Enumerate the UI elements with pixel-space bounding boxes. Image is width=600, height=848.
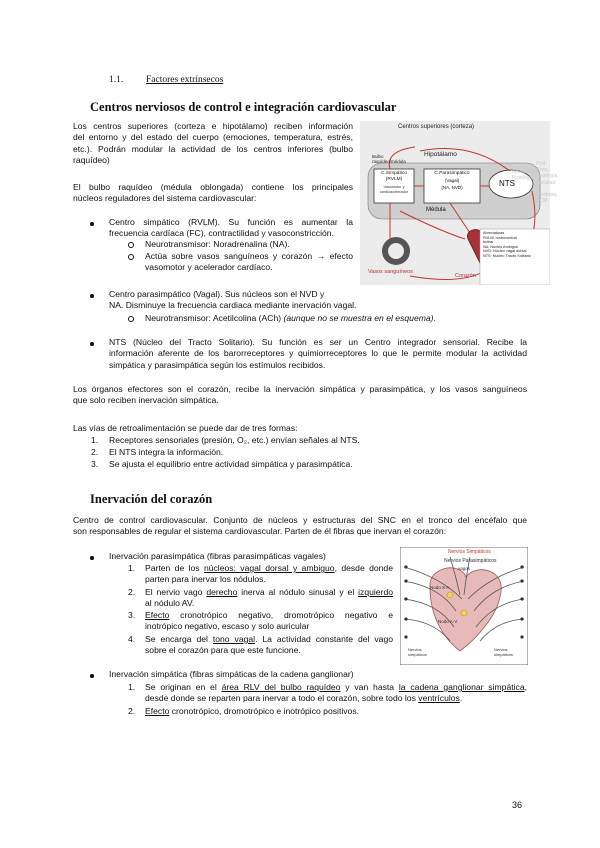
text-line: Los centros superiores (corteza e hipotálamo) reciben información [73,121,353,131]
bullet-icon [90,556,94,560]
text-span: El nervio vago [145,587,207,597]
text-line [145,610,393,621]
text-line: raquídeo) [73,155,110,166]
text-span: cronotrópico negativo, dromotrópico negativo e [169,610,393,620]
heading-inervacion: Inervación del corazón [90,492,213,506]
bullet-icon [90,342,94,346]
legend-line: NVD: Núcleo vagal dorsal [483,249,527,254]
label-nervios-simpaticos: Nervios Simpáticos [448,549,491,555]
watermark-line: Fisiología [536,173,558,180]
parasimpatico-item [109,289,356,312]
text-line [145,682,527,693]
list-number: 2. [128,706,136,716]
legend-line: NA: Núcleo Ambiguo [483,244,519,249]
text-line: Los órganos efectores son el corazón, recibe la inervación simpática y parasimpática, y los vasos sanguíneos [73,384,527,394]
bullet-icon [90,674,94,678]
watermark-line: Prof. Pinto, [536,161,549,174]
text-span: . [459,693,463,704]
label-nts: NTS [499,179,515,188]
label-medula: Médula [426,207,446,213]
text-span: cronotrópico, dromotrópico e inotrópico positivos. [169,706,360,716]
underlined-term: área RLV del bulbo raquídeo [221,682,341,692]
label-nodo-sa: Nodo S-A [430,585,450,590]
underlined-term: derecho [206,587,238,597]
text-line: sobre el corazón para que este funcione. [145,645,301,656]
list-number: 3. [91,459,99,469]
list-number: 1. [91,435,99,445]
label-c-para: C.Parasimpático [434,171,470,176]
parasimpatico-sub1 [145,313,436,324]
watermark-side [536,161,556,204]
nts-item [109,337,527,371]
text-span: y van hasta [340,682,399,692]
text-span: , [524,682,527,692]
legend-line: RVLM: rostroventral [483,235,517,240]
underlined-term: tono vagal [212,634,256,644]
legend-line: NTS: Núcleo Tracto Solitario [483,253,531,258]
text-line [145,563,393,574]
centro-paragraph [73,515,527,538]
underlined-term: la cadena ganglionar simpática [398,682,525,692]
label-c-simp: C.Simpático (RVLM) [381,171,407,182]
text-line: del entorno y del estado del cuerpo (emociones, temperatura, estrés, [73,132,353,143]
list-number: 1. [128,563,136,573]
retro-item-2: El NTS integra la información. [109,447,224,457]
text-line: NTS (Núcleo del Tracto Solitario). Su función es ser un Centro integrador sensorial. Recibe la [109,337,527,347]
simpatico-sub2 [145,251,353,274]
text-line: etc.). Podrán modular la actividad de los centros inferiores (bulbo [73,143,353,154]
label-nervios-parasimpaticos: Nervios Parasimpáticos [444,558,497,564]
text-span: inerva al nódulo sinusal y el [237,587,359,597]
text-line: que solo reciben inervación simpática. [73,395,219,406]
label-c-simp-sub: Vasomotor y cardioacelerador [379,185,409,194]
list-number: 2. [128,587,136,597]
list-number: 4. [128,634,136,644]
para-item-4 [145,634,393,657]
underlined-term: Efecto [145,706,170,716]
text-line: son responsables de regular el sistema cardiovascular. Parten de él fibras que inervan el corazón: [73,526,447,537]
text-line: parten para inervar los nódulos. [145,574,266,585]
label-right-bottom: Nervios simpáticos [494,647,513,657]
text-span: desde donde se reparten para inervar a todo el corazón, sobre todo los [145,693,419,704]
diagram-svg [360,121,550,285]
watermark-line: Facultad de [536,179,556,192]
text-span: Se encarga del [145,634,213,644]
simp-inerv-title: Inervación simpática (fibras simpáticas de la cadena ganglionar) [109,669,354,679]
text-line: al nódulo AV. [145,598,195,609]
sub-bullet-icon [128,242,134,248]
text-span: , desde donde [334,563,393,573]
underlined-term: izquierdo [358,587,393,597]
bulbo-paragraph [73,182,353,205]
text-line: Centro parasimpático (Vagal). Sus núcleos son el NVD y [109,289,325,299]
legend-line: bulbar [483,240,494,245]
para-item-2 [145,587,393,610]
bullet-icon [90,294,94,298]
text-span: Parten de los [145,563,204,573]
figure-control-diagram [360,121,558,285]
retro-intro: Las vías de retroalimentación se puede dar de tres formas: [73,423,298,433]
text-line: El bulbo raquídeo (médula oblongada) contiene los principales [73,182,353,192]
nodo-av-icon [461,610,467,616]
text-line [145,634,393,645]
legend-text [483,231,549,259]
label-corazon: Corazón [455,273,476,279]
text-span: . [433,313,436,323]
sub-bullet-icon [128,316,134,322]
list-number: 2. [91,447,99,457]
text-line [145,587,393,598]
para-inerv-title: Inervación parasimpática (fibras parasimpáticas vagales) [109,551,326,561]
bullet-icon [90,222,94,226]
label-hipotalamo: Hipotálamo [424,151,457,158]
underlined-term: ventrículos [418,693,460,704]
page-number: 36 [512,800,523,810]
simp-item-2 [145,706,359,717]
sub-bullet-icon [128,254,134,260]
label-centros: Centros superiores (corteza) [398,124,475,130]
text-span: Neurotransmisor: Acetilcolina (ACh) [145,313,284,323]
label-vasos: Vasos sanguíneos [368,269,413,275]
list-number: 3. [128,610,136,620]
vaso-lumen [388,243,404,259]
watermark-line: Medicina, UCM [536,192,558,205]
efectores-paragraph [73,384,527,407]
text-line: Centro simpático (RVLM). Su función es aumentar la [109,217,353,227]
watermark-line: Apuntes de Fisiología [512,169,538,182]
label-nodo-av: Nodo A-V [438,619,458,624]
section-number: 1.1. [109,75,124,85]
simp-item-1 [145,682,527,705]
legend-title: Abreviaturas [483,231,505,235]
italic-note: (aunque no se muestra en el esquema) [283,313,434,323]
text-line: NA. Disminuye la frecuencia cardiaca mediante inervación vagal. [109,300,357,311]
text-line: inotrópico negativo, escaso y solo auricular [145,621,310,632]
para-item-1 [145,563,393,586]
simpatico-sub1: Neurotransmisor: Noradrenalina (NA). [145,239,290,249]
underlined-term: Efecto [145,610,170,620]
list-number: 1. [128,682,136,692]
text-line: Centro de control cardiovascular. Conjunto de núcleos y estructuras del SNC en el tronco del encéfalo que [73,515,527,525]
text-line: vasomotor y acelerador cardíaco. [145,262,273,273]
text-line: frecuencia cardíaca (FC), contractilidad y vasoconstricción. [109,228,334,239]
section-title: Factores extrínsecos [146,75,224,85]
simpatico-item [109,217,353,240]
label-c-para-sub: (Vagal) [444,178,460,183]
text-line: Actúa sobre vasos sanguíneos y corazón → efecto [145,251,353,261]
label-vagos: vagos [458,566,471,571]
text-line [145,693,527,704]
text-line: simpática y parasimpática según los estímulos recibidos. [109,359,326,370]
text-span: . La actividad constante del vago [255,634,394,644]
nodo-sa-icon [447,592,453,598]
underlined-term: núcleos: vagal dorsal y ambiguo [203,563,335,573]
text-line: núcleos reguladores del sistema cardiovascular: [73,193,257,204]
label-bulbo: Bulbo raquídeo/médula [372,154,406,164]
text-span: Se originan en el [145,682,222,692]
text-line: información aferente de los barorreceptores y quimiorreceptores lo que le permite modular la actividad [109,348,527,359]
retro-item-1: Receptores sensoriales (presión, O₂, etc.) envían señales al NTS. [109,435,360,445]
label-c-para-sub2: (NA, NVD) [441,185,463,190]
figure-heart-innervation [400,547,528,665]
retro-item-3: Se ajusta el equilibrio entre actividad simpática y parasimpática. [109,459,353,469]
para-item-3 [145,610,393,633]
label-left-bottom: Nervios simpáticos [408,647,427,657]
intro-paragraph [73,121,353,167]
heading-centros: Centros nerviosos de control e integración cardiovascular [90,100,397,114]
